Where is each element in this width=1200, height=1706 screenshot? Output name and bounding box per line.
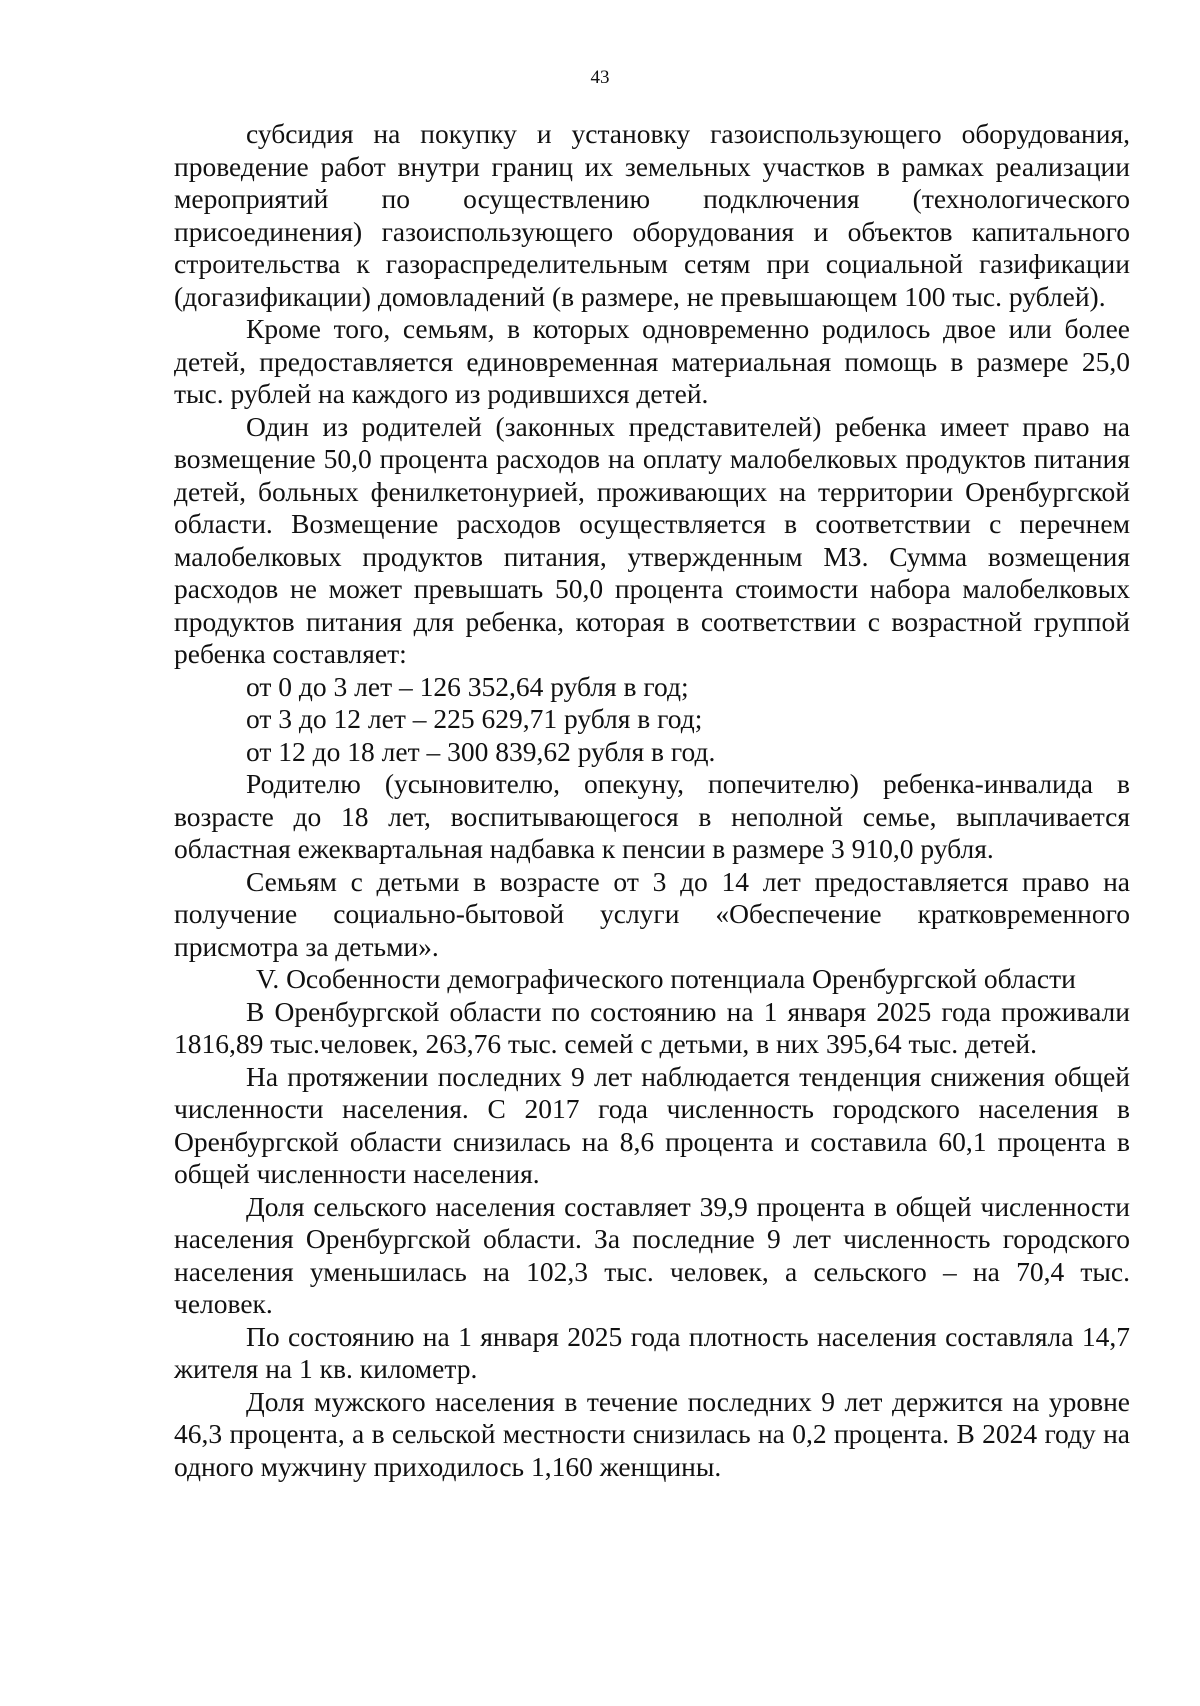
page-number: 43 [590, 67, 610, 88]
paragraph-population-total: В Оренбургской области по состоянию на 1 января 2025 года проживали 1816,89 тыс.человек, 263,76 тыс. семей с детьми, в них 395,64 тыс. детей. [174, 995, 1130, 1059]
paragraph-childcare-service: Семьям с детьми в возрасте от 3 до 14 лет предоставляется право на получение социально-бытовой услуги «Обеспечение кратковременного присмотра за детьми». [174, 865, 1130, 962]
paragraph-population-decline: На протяжении последних 9 лет наблюдается тенденция снижения общей численности населения. С 2017 года численность городского населения в Оренбургской области снизилась на 8,6 процента и составила 60,1 процента в общей численности населения. [174, 1060, 1130, 1189]
paragraph-male-share: Доля мужского населения в течение последних 9 лет держится на уровне 46,3 процента, а в сельской местности снизилась на 0,2 процента. В 2024 году на одного мужчину приходилось 1,160 женщины. [174, 1385, 1130, 1482]
paragraph-population-density: По состоянию на 1 января 2025 года плотность населения составляла 14,7 жителя на 1 кв. километр. [174, 1320, 1130, 1384]
paragraph-disabled-child-allowance: Родителю (усыновителю, опекуну, попечителю) ребенка-инвалида в возрасте до 18 лет, воспитывающегося в неполной семье, выплачивается областная ежеквартальная надбавка к пенсии в размере 3 910,0 рубля. [174, 768, 1130, 864]
age-cost-item-12-18: от 12 до 18 лет – 300 839,62 рубля в год. [246, 735, 716, 767]
document-body [174, 118, 1130, 1483]
paragraph-gas-subsidy: субсидия на покупку и установку газоиспользующего оборудования, проведение работ внутри границ их земельных участков в рамках реализации мероприятий по осуществлению подключения (технологического присоединения) газоиспользующего оборудования и объектов капитального строительства к газораспределительным сетям при социальной газификации (догазификации) домовладений (в размере, не превышающем 100 тыс. рублей). [174, 118, 1130, 312]
age-cost-item-0-3: от 0 до 3 лет – 126 352,64 рубля в год; [246, 670, 689, 702]
paragraph-rural-share: Доля сельского населения составляет 39,9 процента в общей численности населения Оренбургской области. За последние 9 лет численность городского населения уменьшилась на 102,3 тыс. человек, а сельского – на 70,4 тыс. человек. [174, 1190, 1130, 1319]
age-cost-item-3-12: от 3 до 12 лет – 225 629,71 рубля в год; [246, 703, 703, 734]
paragraph-phenylketonuria-compensation: Один из родителей (законных представителей) ребенка имеет право на возмещение 50,0 процента расходов на оплату малобелковых продуктов питания детей, больных фенилкетонурией, проживающих на территории Оренбургской области. Возмещение расходов осуществляется в соответствии с перечнем малобелковых продуктов питания, утвержденным МЗ. Сумма возмещения расходов не может превышать 50,0 процента стоимости набора малобелковых продуктов питания для ребенка, которая в соответствии с возрастной группой ребенка составляет: [174, 410, 1130, 669]
paragraph-multiple-births-aid: Кроме того, семьям, в которых одновременно родилось двое или более детей, предоставляется единовременная материальная помощь в размере 25,0 тыс. рублей на каждого из родившихся детей. [174, 313, 1130, 409]
section-title: V. Особенности демографического потенциала Оренбургской области [256, 963, 1076, 994]
